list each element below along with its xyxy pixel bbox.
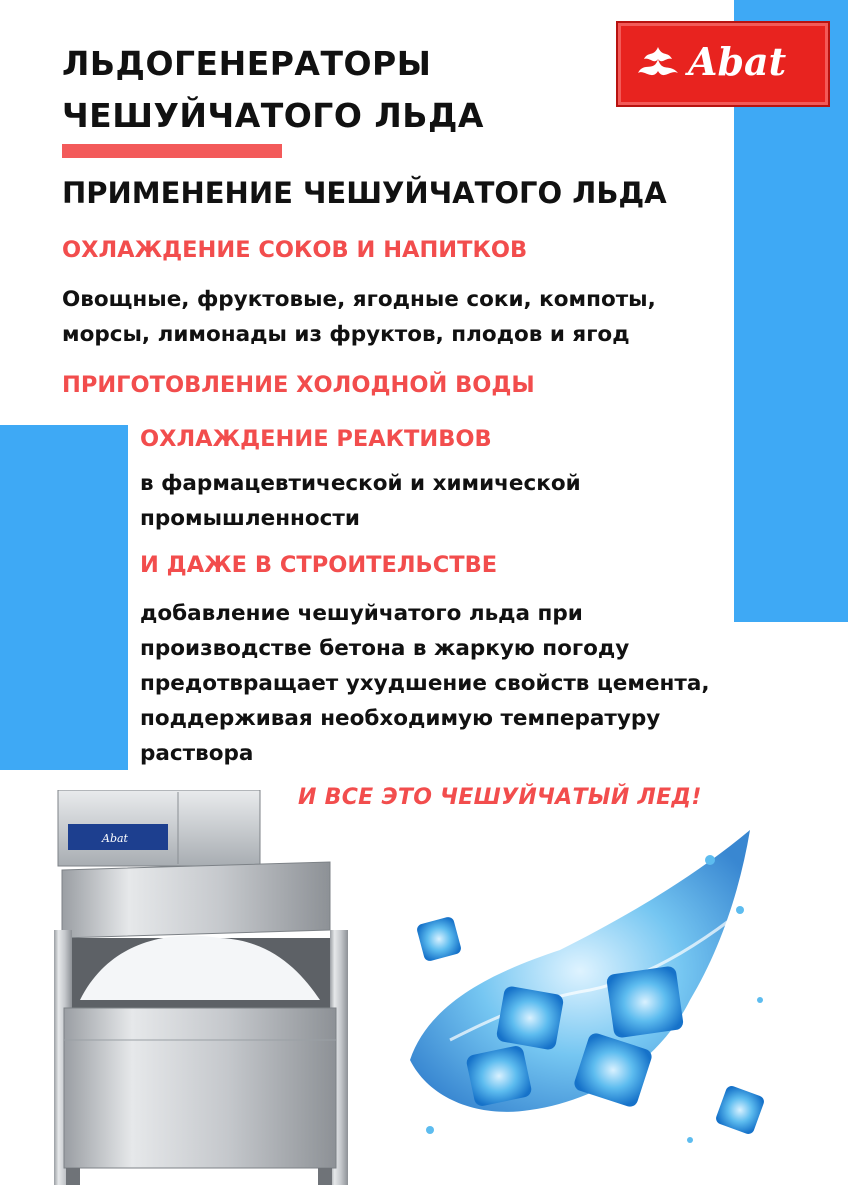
ice-machine-image [50,790,350,1185]
blue-decor-left [0,425,128,770]
text-line: добавление чешуйчатого льда при [140,601,583,626]
item-text-construction [140,596,710,771]
item-heading-juices: ОХЛАЖДЕНИЕ СОКОВ И НАПИТКОВ [62,237,528,263]
title-line-2: ЧЕШУЙЧАТОГО ЛЬДА [62,96,484,135]
title-underline [62,144,282,158]
logo-wordmark: Abat [688,39,787,84]
text-line: производстве бетона в жаркую погоду [140,636,630,661]
text-line: поддерживая необходимую температуру [140,706,661,731]
text-line: предотвращает ухудшение свойств цемента, [140,671,710,696]
section-heading: ПРИМЕНЕНИЕ ЧЕШУЙЧАТОГО ЛЬДА [62,176,667,210]
text-line: раствора [140,741,254,766]
text-line: морсы, лимонады из фруктов, плодов и ягод [62,322,630,347]
machine-brand-label: Abat [102,832,128,845]
ice-splash-image [390,800,780,1190]
closing-slogan: И ВСЕ ЭТО ЧЕШУЙЧАТЫЙ ЛЕД! [298,785,702,810]
abat-logo [616,21,830,107]
text-line: Овощные, фруктовые, ягодные соки, компоты, [62,287,656,312]
item-heading-construction: И ДАЖЕ В СТРОИТЕЛЬСТВЕ [140,552,498,578]
page-title [62,38,682,142]
item-text-reagents [140,466,581,536]
item-text-juices [62,282,656,352]
item-heading-reagents: ОХЛАЖДЕНИЕ РЕАКТИВОВ [140,426,492,452]
text-line: промышленности [140,506,360,531]
title-line-1: ЛЬДОГЕНЕРАТОРЫ [62,44,432,83]
text-line: в фармацевтической и химической [140,471,581,496]
abat-flame-icon [634,43,682,85]
item-heading-cold-water: ПРИГОТОВЛЕНИЕ ХОЛОДНОЙ ВОДЫ [62,372,535,398]
